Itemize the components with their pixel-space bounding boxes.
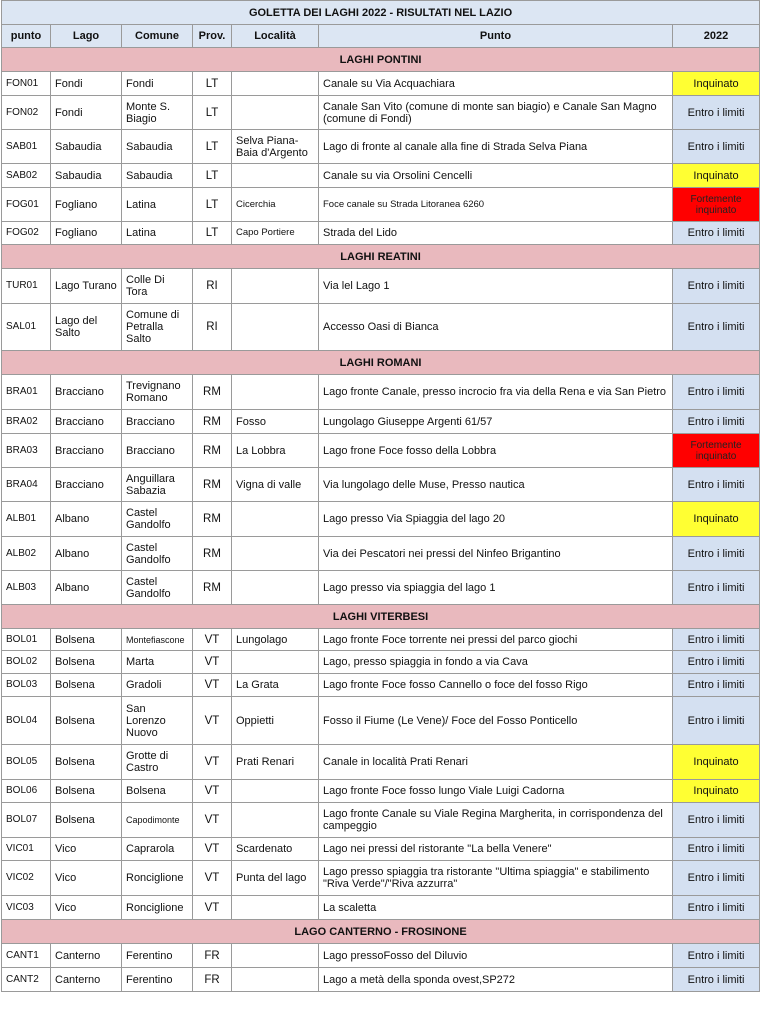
table-row bbox=[2, 188, 760, 222]
header-year: 2022 bbox=[673, 25, 760, 48]
cell-punto: Foce canale su Strada Litoranea 6260 bbox=[319, 188, 673, 222]
group-title: LAGO CANTERNO - FROSINONE bbox=[2, 920, 760, 944]
cell-punto: Fosso il Fiume (Le Vene)/ Foce del Fosso Ponticello bbox=[319, 697, 673, 745]
cell-prov: VT bbox=[193, 745, 232, 780]
cell-code: FON01 bbox=[2, 72, 51, 96]
cell-code: TUR01 bbox=[2, 269, 51, 304]
cell-punto: Canale su Via Acquachiara bbox=[319, 72, 673, 96]
cell-prov: RM bbox=[193, 571, 232, 605]
group-row bbox=[2, 351, 760, 375]
cell-status: Entro i limiti bbox=[673, 968, 760, 992]
cell-localita: Capo Portiere bbox=[232, 222, 319, 245]
cell-localita: Selva Piana-Baia d'Argento bbox=[232, 130, 319, 164]
cell-prov: VT bbox=[193, 838, 232, 861]
table-row bbox=[2, 968, 760, 992]
table-row bbox=[2, 304, 760, 351]
header-lago: Lago bbox=[51, 25, 122, 48]
table-row bbox=[2, 780, 760, 803]
title-row bbox=[2, 1, 760, 25]
cell-prov: LT bbox=[193, 130, 232, 164]
cell-lago: Vico bbox=[51, 896, 122, 920]
cell-lago: Bracciano bbox=[51, 375, 122, 410]
table-row bbox=[2, 410, 760, 434]
cell-comune: Trevignano Romano bbox=[122, 375, 193, 410]
table-row bbox=[2, 269, 760, 304]
cell-prov: LT bbox=[193, 96, 232, 130]
table-row bbox=[2, 896, 760, 920]
cell-punto: Via dei Pescatori nei pressi del Ninfeo Brigantino bbox=[319, 537, 673, 571]
cell-comune: Latina bbox=[122, 188, 193, 222]
cell-lago: Vico bbox=[51, 838, 122, 861]
cell-comune: Sabaudia bbox=[122, 130, 193, 164]
cell-punto: Lago nei pressi del ristorante "La bella Venere" bbox=[319, 838, 673, 861]
cell-localita bbox=[232, 651, 319, 674]
cell-localita: La Grata bbox=[232, 674, 319, 697]
cell-localita bbox=[232, 803, 319, 838]
results-table bbox=[1, 0, 760, 992]
cell-localita bbox=[232, 375, 319, 410]
table-row bbox=[2, 571, 760, 605]
cell-punto: Via lungolago delle Muse, Presso nautica bbox=[319, 468, 673, 502]
cell-code: ALB03 bbox=[2, 571, 51, 605]
cell-localita bbox=[232, 571, 319, 605]
cell-localita bbox=[232, 304, 319, 351]
cell-localita bbox=[232, 944, 319, 968]
cell-prov: VT bbox=[193, 674, 232, 697]
cell-comune: Gradoli bbox=[122, 674, 193, 697]
cell-punto: Strada del Lido bbox=[319, 222, 673, 245]
cell-code: BOL03 bbox=[2, 674, 51, 697]
cell-localita bbox=[232, 164, 319, 188]
cell-lago: Bolsena bbox=[51, 629, 122, 651]
cell-comune: Fondi bbox=[122, 72, 193, 96]
cell-lago: Lago del Salto bbox=[51, 304, 122, 351]
cell-status: Entro i limiti bbox=[673, 697, 760, 745]
cell-lago: Bracciano bbox=[51, 434, 122, 468]
cell-code: BRA03 bbox=[2, 434, 51, 468]
cell-comune: Castel Gandolfo bbox=[122, 502, 193, 537]
cell-status: Entro i limiti bbox=[673, 304, 760, 351]
cell-localita bbox=[232, 72, 319, 96]
cell-comune: Ferentino bbox=[122, 968, 193, 992]
cell-code: BOL07 bbox=[2, 803, 51, 838]
cell-comune: Anguillara Sabazia bbox=[122, 468, 193, 502]
cell-status: Entro i limiti bbox=[673, 629, 760, 651]
cell-comune: Marta bbox=[122, 651, 193, 674]
cell-prov: LT bbox=[193, 188, 232, 222]
cell-localita: Prati Renari bbox=[232, 745, 319, 780]
cell-punto: La scaletta bbox=[319, 896, 673, 920]
table-row bbox=[2, 629, 760, 651]
cell-lago: Bolsena bbox=[51, 651, 122, 674]
cell-code: VIC02 bbox=[2, 861, 51, 896]
cell-prov: FR bbox=[193, 968, 232, 992]
table-row bbox=[2, 502, 760, 537]
cell-localita: Oppietti bbox=[232, 697, 319, 745]
cell-lago: Fogliano bbox=[51, 188, 122, 222]
cell-prov: VT bbox=[193, 780, 232, 803]
cell-code: SAL01 bbox=[2, 304, 51, 351]
cell-punto: Lago fronte Foce fosso lungo Viale Luigi Cadorna bbox=[319, 780, 673, 803]
group-title: LAGHI VITERBESI bbox=[2, 605, 760, 629]
cell-code: BOL04 bbox=[2, 697, 51, 745]
cell-lago: Albano bbox=[51, 502, 122, 537]
cell-comune: Castel Gandolfo bbox=[122, 571, 193, 605]
cell-punto: Lago, presso spiaggia in fondo a via Cava bbox=[319, 651, 673, 674]
cell-prov: VT bbox=[193, 629, 232, 651]
table-row bbox=[2, 944, 760, 968]
cell-code: BRA01 bbox=[2, 375, 51, 410]
cell-lago: Bolsena bbox=[51, 745, 122, 780]
cell-localita: Cicerchia bbox=[232, 188, 319, 222]
cell-localita bbox=[232, 780, 319, 803]
cell-lago: Bolsena bbox=[51, 674, 122, 697]
table-row bbox=[2, 537, 760, 571]
cell-status: Entro i limiti bbox=[673, 537, 760, 571]
group-title: LAGHI REATINI bbox=[2, 245, 760, 269]
cell-prov: RM bbox=[193, 375, 232, 410]
table-row bbox=[2, 745, 760, 780]
cell-punto: Lago frone Foce fosso della Lobbra bbox=[319, 434, 673, 468]
cell-localita bbox=[232, 896, 319, 920]
cell-status: Entro i limiti bbox=[673, 896, 760, 920]
cell-code: ALB02 bbox=[2, 537, 51, 571]
cell-lago: Sabaudia bbox=[51, 164, 122, 188]
cell-status: Entro i limiti bbox=[673, 944, 760, 968]
cell-lago: Albano bbox=[51, 571, 122, 605]
cell-code: FOG02 bbox=[2, 222, 51, 245]
cell-comune: Monte S. Biagio bbox=[122, 96, 193, 130]
table-row bbox=[2, 861, 760, 896]
cell-comune: Caprarola bbox=[122, 838, 193, 861]
cell-prov: VT bbox=[193, 896, 232, 920]
header-punto: punto bbox=[2, 25, 51, 48]
cell-punto: Lago a metà della sponda ovest,SP272 bbox=[319, 968, 673, 992]
cell-prov: LT bbox=[193, 72, 232, 96]
cell-comune: Ferentino bbox=[122, 944, 193, 968]
cell-comune: Bracciano bbox=[122, 410, 193, 434]
cell-punto: Lago presso spiaggia tra ristorante "Ultima spiaggia" e stabilimento "Riva Verde"/"Riva azzurra" bbox=[319, 861, 673, 896]
cell-code: SAB02 bbox=[2, 164, 51, 188]
header-localita: Località bbox=[232, 25, 319, 48]
group-title: LAGHI ROMANI bbox=[2, 351, 760, 375]
cell-code: ALB01 bbox=[2, 502, 51, 537]
header-prov: Prov. bbox=[193, 25, 232, 48]
cell-comune: Montefiascone bbox=[122, 629, 193, 651]
cell-prov: VT bbox=[193, 861, 232, 896]
group-title: LAGHI PONTINI bbox=[2, 48, 760, 72]
group-row bbox=[2, 920, 760, 944]
table-row bbox=[2, 697, 760, 745]
cell-punto: Lago di fronte al canale alla fine di Strada Selva Piana bbox=[319, 130, 673, 164]
table-row bbox=[2, 803, 760, 838]
cell-lago: Bracciano bbox=[51, 468, 122, 502]
cell-punto: Lago fronte Canale, presso incrocio fra via della Rena e via San Pietro bbox=[319, 375, 673, 410]
header-punto-desc: Punto bbox=[319, 25, 673, 48]
cell-localita bbox=[232, 269, 319, 304]
cell-status: Inquinato bbox=[673, 745, 760, 780]
cell-localita: Punta del lago bbox=[232, 861, 319, 896]
cell-status: Entro i limiti bbox=[673, 130, 760, 164]
cell-localita: Fosso bbox=[232, 410, 319, 434]
cell-prov: RI bbox=[193, 269, 232, 304]
cell-punto: Lago fronte Foce fosso Cannello o foce del fosso Rigo bbox=[319, 674, 673, 697]
cell-status: Entro i limiti bbox=[673, 410, 760, 434]
cell-status: Entro i limiti bbox=[673, 571, 760, 605]
cell-lago: Albano bbox=[51, 537, 122, 571]
cell-comune: Latina bbox=[122, 222, 193, 245]
cell-lago: Bolsena bbox=[51, 697, 122, 745]
cell-status: Fortemente inquinato bbox=[673, 188, 760, 222]
cell-lago: Canterno bbox=[51, 968, 122, 992]
cell-code: VIC01 bbox=[2, 838, 51, 861]
cell-lago: Fondi bbox=[51, 72, 122, 96]
cell-code: BOL01 bbox=[2, 629, 51, 651]
cell-comune: Ronciglione bbox=[122, 896, 193, 920]
cell-punto: Canale San Vito (comune di monte san biagio) e Canale San Magno (comune di Fondi) bbox=[319, 96, 673, 130]
cell-punto: Lago presso via spiaggia del lago 1 bbox=[319, 571, 673, 605]
table-row bbox=[2, 468, 760, 502]
table-row bbox=[2, 164, 760, 188]
cell-code: CANT1 bbox=[2, 944, 51, 968]
cell-code: FON02 bbox=[2, 96, 51, 130]
cell-punto: Via lel Lago 1 bbox=[319, 269, 673, 304]
cell-punto: Lago presso Via Spiaggia del lago 20 bbox=[319, 502, 673, 537]
cell-lago: Fondi bbox=[51, 96, 122, 130]
cell-prov: RI bbox=[193, 304, 232, 351]
cell-lago: Bracciano bbox=[51, 410, 122, 434]
cell-lago: Canterno bbox=[51, 944, 122, 968]
group-row bbox=[2, 48, 760, 72]
cell-status: Entro i limiti bbox=[673, 468, 760, 502]
cell-status: Inquinato bbox=[673, 72, 760, 96]
cell-punto: Lago fronte Foce torrente nei pressi del parco giochi bbox=[319, 629, 673, 651]
cell-comune: Grotte di Castro bbox=[122, 745, 193, 780]
table-row bbox=[2, 838, 760, 861]
cell-localita bbox=[232, 968, 319, 992]
table-row bbox=[2, 651, 760, 674]
cell-prov: VT bbox=[193, 803, 232, 838]
cell-comune: Ronciglione bbox=[122, 861, 193, 896]
table-row bbox=[2, 130, 760, 164]
cell-punto: Accesso Oasi di Bianca bbox=[319, 304, 673, 351]
header-comune: Comune bbox=[122, 25, 193, 48]
cell-prov: RM bbox=[193, 410, 232, 434]
cell-code: VIC03 bbox=[2, 896, 51, 920]
cell-code: CANT2 bbox=[2, 968, 51, 992]
cell-punto: Lungolago Giuseppe Argenti 61/57 bbox=[319, 410, 673, 434]
table-row bbox=[2, 222, 760, 245]
cell-code: BOL05 bbox=[2, 745, 51, 780]
cell-prov: LT bbox=[193, 164, 232, 188]
cell-status: Inquinato bbox=[673, 780, 760, 803]
cell-lago: Bolsena bbox=[51, 780, 122, 803]
cell-prov: RM bbox=[193, 468, 232, 502]
cell-punto: Canale su via Orsolini Cencelli bbox=[319, 164, 673, 188]
cell-punto: Lago pressoFosso del Diluvio bbox=[319, 944, 673, 968]
cell-comune: San Lorenzo Nuovo bbox=[122, 697, 193, 745]
cell-code: BOL06 bbox=[2, 780, 51, 803]
cell-status: Inquinato bbox=[673, 164, 760, 188]
cell-localita: Vigna di valle bbox=[232, 468, 319, 502]
group-row bbox=[2, 605, 760, 629]
cell-status: Entro i limiti bbox=[673, 375, 760, 410]
cell-status: Fortemente inquinato bbox=[673, 434, 760, 468]
table-row bbox=[2, 434, 760, 468]
cell-comune: Sabaudia bbox=[122, 164, 193, 188]
table-row bbox=[2, 674, 760, 697]
group-row bbox=[2, 245, 760, 269]
table-row bbox=[2, 375, 760, 410]
cell-comune: Capodimonte bbox=[122, 803, 193, 838]
cell-prov: FR bbox=[193, 944, 232, 968]
table-title: GOLETTA DEI LAGHI 2022 - RISULTATI NEL LAZIO bbox=[2, 1, 760, 25]
cell-lago: Sabaudia bbox=[51, 130, 122, 164]
cell-status: Inquinato bbox=[673, 502, 760, 537]
cell-punto: Lago fronte Canale su Viale Regina Margherita, in corrispondenza del campeggio bbox=[319, 803, 673, 838]
cell-punto: Canale in località Prati Renari bbox=[319, 745, 673, 780]
cell-localita bbox=[232, 96, 319, 130]
cell-status: Entro i limiti bbox=[673, 674, 760, 697]
cell-prov: LT bbox=[193, 222, 232, 245]
cell-comune: Castel Gandolfo bbox=[122, 537, 193, 571]
cell-comune: Bolsena bbox=[122, 780, 193, 803]
cell-prov: VT bbox=[193, 697, 232, 745]
cell-localita: Scardenato bbox=[232, 838, 319, 861]
cell-lago: Lago Turano bbox=[51, 269, 122, 304]
cell-status: Entro i limiti bbox=[673, 651, 760, 674]
cell-localita bbox=[232, 502, 319, 537]
cell-comune: Bracciano bbox=[122, 434, 193, 468]
cell-localita: La Lobbra bbox=[232, 434, 319, 468]
cell-lago: Bolsena bbox=[51, 803, 122, 838]
cell-status: Entro i limiti bbox=[673, 838, 760, 861]
cell-status: Entro i limiti bbox=[673, 803, 760, 838]
cell-status: Entro i limiti bbox=[673, 96, 760, 130]
table-row bbox=[2, 96, 760, 130]
cell-status: Entro i limiti bbox=[673, 861, 760, 896]
cell-comune: Comune di Petralla Salto bbox=[122, 304, 193, 351]
header-row bbox=[2, 25, 760, 48]
table-row bbox=[2, 72, 760, 96]
cell-code: SAB01 bbox=[2, 130, 51, 164]
cell-lago: Vico bbox=[51, 861, 122, 896]
cell-prov: RM bbox=[193, 434, 232, 468]
cell-status: Entro i limiti bbox=[673, 222, 760, 245]
cell-code: BOL02 bbox=[2, 651, 51, 674]
cell-prov: RM bbox=[193, 502, 232, 537]
cell-comune: Colle Di Tora bbox=[122, 269, 193, 304]
cell-code: FOG01 bbox=[2, 188, 51, 222]
cell-status: Entro i limiti bbox=[673, 269, 760, 304]
cell-code: BRA04 bbox=[2, 468, 51, 502]
cell-code: BRA02 bbox=[2, 410, 51, 434]
cell-lago: Fogliano bbox=[51, 222, 122, 245]
cell-localita bbox=[232, 537, 319, 571]
cell-localita: Lungolago bbox=[232, 629, 319, 651]
cell-prov: VT bbox=[193, 651, 232, 674]
cell-prov: RM bbox=[193, 537, 232, 571]
